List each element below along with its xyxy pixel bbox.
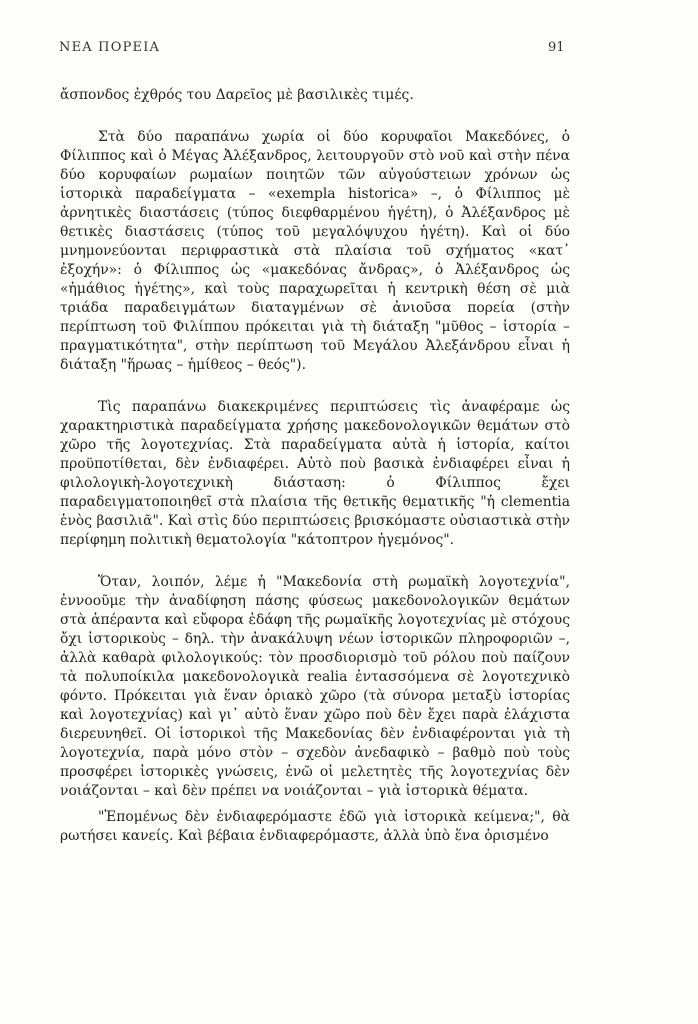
page-number: 91 (548, 40, 565, 55)
paragraph-examples: Τὶς παραπάνω διακεκριμένες περιπτώσεις τὶς ἀναφέραμε ὡς χαρακτηριστικὰ παραδείγματα χρήσης μακεδονολογικῶν θεμάτων στὸ χῶρο τῆς λογοτεχνίας. Στὰ παραδείγματα αὐτὰ ἡ ἱστορία, καίτοι προϋποτίθεται, δὲν ἐνδιαφέρει. Αὐτὸ ποὺ βασικὰ ἐνδιαφέρει εἶναι ἡ φιλολογικὴ-λογοτεχνικὴ διάσταση: ὁ Φίλιππος ἔχει παραδειγματοποιηθεῖ στὰ πλαίσια τῆς θετικῆς θεματικῆς "ἡ clementia ἑνὸς βασιλιᾶ". Καὶ στὶς δύο περιπτώσεις βρισκόμαστε οὐσιαστικὰ στὴν περίφημη πολιτικὴ θεματολογία "κάτοπτρον ἡγεμόνος". (60, 399, 570, 548)
paragraph-macedonian-leaders: Στὰ δύο παραπάνω χωρία οἱ δύο κορυφαῖοι Μακεδόνες, ὁ Φίλιππος καὶ ὁ Μέγας Ἀλέξανδρος, λειτουργοῦν στὸ νοῦ καὶ στὴν πένα δύο κορυφαίων ρωμαίων ποιητῶν τῶν αὐγούστειων χρόνων ὡς ἱστορικὰ παραδείγματα – «exempla historica» –, ὁ Φίλιππος μὲ ἀρνητικὲς διαστάσεις (τύπος διεφθαρμένου ἡγέτη), ὁ Ἀλέξανδρος μὲ θετικὲς διαστάσεις (τύπος τοῦ μεγαλόψυχου ἡγέτη). Καὶ οἱ δύο μνημονεύονται περιφραστικὰ στὰ πλαίσια τοῦ σχήματος «κατ᾽ ἐξοχήν»: ὁ Φίλιππος ὡς «μακεδόνας ἄνδρας», ὁ Ἀλέξανδρος ὡς «ἡμάθιος ἡγέτης», καὶ τοὺς παραχωρεῖται ἡ κεντρικὴ θέση σὲ μιὰ τριάδα παραδειγμάτων διαταγμένων σὲ ἀνιοῦσα πορεία (στὴν περίπτωση τοῦ Φιλίππου πρόκειται γιὰ τὴ διάταξη "μῦθος – ἱστορία – πραγματικότητα", στὴν περίπτωση τοῦ Μεγάλου Ἀλεξάνδρου εἶναι ἡ διάταξη "ἥρωας – ἡμίθεος – θεός"). (60, 129, 570, 373)
running-header-title: ΝΕΑ ΠΟΡΕΙΑ (59, 40, 161, 55)
paragraph-opening-line: ἄσπονδος ἐχθρός του Δαρεῖος μὲ βασιλικὲς τιμές. (60, 87, 414, 103)
paragraph-question: "Ἐπομένως δὲν ἐνδιαφερόμαστε ἐδῶ γιὰ ἱστορικὰ κείμενα;", θὰ ρωτήσει κανείς. Καὶ βέβαια ἐνδιαφερόμαστε, ἀλλὰ ὑπὸ ἕνα ὁρισμένο (60, 809, 570, 844)
paragraph-macedonia-in-roman-literature: Ὅταν, λοιπόν, λέμε ἡ "Μακεδονία στὴ ρωμαϊκὴ λογοτεχνία", ἐννοοῦμε τὴν ἀναδίφηση πάσης φύσεως μακεδονολογικῶν θεμάτων στὰ ἀπέραντα καὶ εὔφορα ἐδάφη τῆς ρωμαϊκῆς λογοτεχνίας μὲ στόχους ὄχι ἱστορικοὺς – δηλ. τὴν ἀνακάλυψη νέων ἱστορικῶν πληροφοριῶν –, ἀλλὰ καθαρὰ φιλολογικούς: τὸν προσδιορισμὸ τοῦ ρόλου ποὺ παίζουν τὰ πολυποίκιλα μακεδονολογικὰ realia ἐντασσόμενα σὲ λογοτεχνικὸ φόντο. Πρόκειται γιὰ ἕναν ὁριακὸ χῶρο (τὰ σύνορα μεταξὺ ἱστορίας καὶ λογοτεχνίας) καὶ γι᾽ αὐτὸ ἕναν χῶρο ποὺ δὲν ἔχει παρὰ ἐλάχιστα διερευνηθεῖ. Οἱ ἱστορικοὶ τῆς Μακεδονίας δὲν ἐνδιαφέρονται γιὰ τὴ λογοτεχνία, παρὰ μόνο στὸν – σχεδὸν ἀνεδαφικὸ – βαθμὸ ποὺ τοὺς προσφέρει ἱστορικὲς γνώσεις, ἐνῶ οἱ μελετητὲς τῆς λογοτεχνίας δὲν νοιάζονται – καὶ δὲν πρέπει να νοιάζονται – γιὰ ἱστορικὰ θέματα. (60, 574, 570, 799)
body-text (60, 86, 570, 846)
